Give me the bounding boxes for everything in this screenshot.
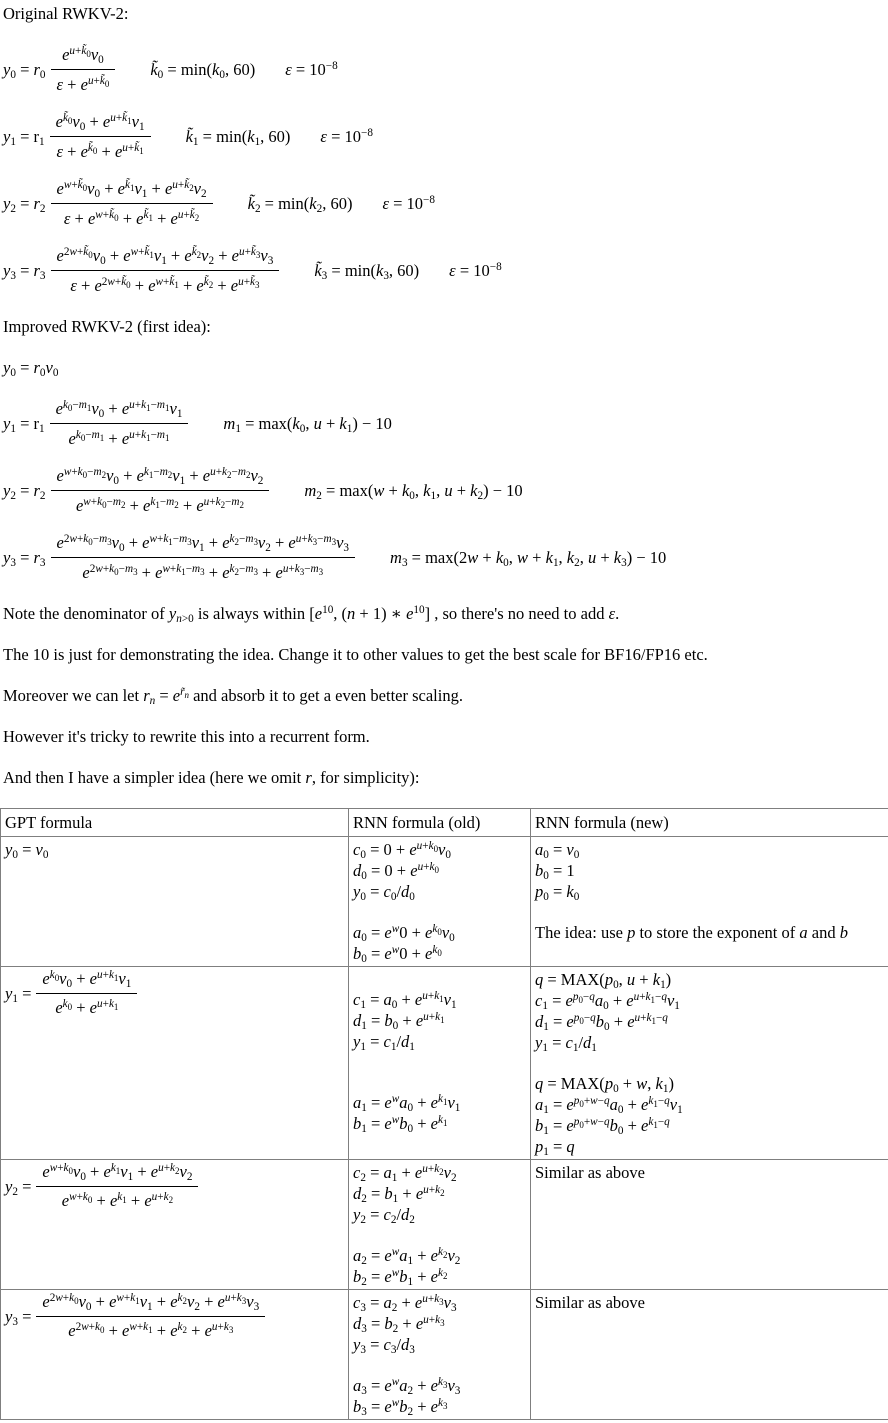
formula-line: $c_0 = 0 + e^{u+k_0}v_0$ (353, 840, 451, 862)
formula-line: $p_1 = q$ (535, 1137, 575, 1159)
formula-line: $a_0 = e^w0 + e^{k_0}v_0$ (353, 923, 455, 945)
equation-condition: $m_1 = \max(k_0$, $u + k_1) - 10$ (223, 414, 392, 436)
fraction (51, 532, 355, 583)
blank-line (353, 1225, 526, 1245)
equation (3, 178, 888, 229)
rnn-new-cell (531, 837, 888, 967)
text-line: The idea: use p to store the exponent of a and b (535, 923, 848, 942)
table-header-row (1, 809, 888, 837)
blank-line (353, 969, 526, 989)
equation-condition: $\varepsilon = 10^{-8}$ (285, 60, 338, 79)
formula-line: $d_2 = b_1 + e^{u+k_2}$ (353, 1184, 445, 1206)
blank-line (535, 1053, 884, 1073)
rnn-new-cell (531, 1290, 888, 1420)
blank-line (353, 902, 526, 922)
equation-lhs: $y_3 = r_3$ (3, 548, 46, 570)
formula-line: $d_3 = b_2 + e^{u+k_3}$ (353, 1314, 445, 1336)
table-row (1, 1160, 888, 1290)
table-header-cell: GPT formula (1, 809, 349, 837)
fraction-denominator: $\varepsilon + e^{k̃_0} + e^{u+k̃_1}$ (50, 136, 151, 162)
fraction-numerator: $e^{k̃_0}v_0 + e^{u+k̃_1}v_1$ (55, 112, 145, 134)
formula-line: $y_0 = v_0$ (5, 840, 49, 862)
formula-line: $c_1 = a_0 + e^{u+k_1}v_1$ (353, 990, 457, 1012)
fraction-denominator: $e^{2w+k_0} + e^{w+k_1} + e^{k_2} + e^{u+k_3}$ (36, 1316, 265, 1341)
formula-line: Similar as above (535, 1163, 645, 1182)
fraction-denominator: $\varepsilon + e^{u+k̃_0}$ (51, 69, 116, 95)
formula-table (0, 808, 888, 1420)
rnn-old-cell (349, 1290, 531, 1420)
equation-lhs: $y_1$ = (5, 983, 32, 1005)
table-row (1, 967, 888, 1160)
equation (3, 398, 888, 449)
paragraph: Note the denominator of $y_{n>0}$ is always within [$e^{10}$, (n + 1) ∗ $e^{10}$] , so there's no need to add ε. (3, 604, 620, 626)
equation-condition: $k̃_0 = \min(k_0$, 60) (150, 60, 256, 82)
equation-lhs: $y_1 = r_1$ (3, 414, 45, 436)
rnn-old-cell (349, 967, 531, 1160)
equation (3, 245, 888, 296)
fraction-numerator: $e^{w+k̃_0}v_0 + e^{k̃_1}v_1 + e^{u+k̃_2}v_2$ (56, 179, 207, 201)
equation-condition: $k̃_1 = \min(k_1$, 60) (185, 127, 291, 149)
equation (5, 1162, 344, 1211)
fraction (51, 44, 116, 95)
formula-line: $y_1 = c_1/d_1$ (353, 1032, 415, 1054)
fraction (36, 1162, 198, 1211)
equation (3, 111, 888, 162)
fraction-numerator: $e^{k_0-m_1}v_0 + e^{u+k_1-m_1}v_1$ (55, 399, 183, 421)
fraction (50, 398, 189, 449)
formula-line: $d_0 = 0 + e^{u+k_0}$ (353, 861, 439, 883)
fraction (36, 1292, 265, 1341)
formula-line: $a_0 = v_0$ (535, 840, 580, 862)
fraction-denominator: $e^{w+k_0-m_2} + e^{k_1-m_2} + e^{u+k_2-m_2}$ (51, 490, 270, 516)
fraction-numerator: $e^{w+k_0}v_0 + e^{k_1}v_1 + e^{u+k_2}v_2$ (42, 1162, 193, 1184)
fraction-numerator: $e^{w+k_0-m_2}v_0 + e^{k_1-m_2}v_1 + e^{u+k_2-m_2}v_2$ (56, 466, 264, 488)
fraction (50, 111, 151, 162)
fraction (51, 178, 213, 229)
paragraph: However it's tricky to rewrite this into a recurrent form. (3, 727, 370, 746)
formula-line: $b_3 = e^wb_2 + e^{k_3}$ (353, 1397, 448, 1419)
equation-lhs: $y_3$ = (5, 1306, 32, 1328)
equation-lhs: $y_1 = r_1$ (3, 127, 45, 149)
formula-line: $y_2 = c_2/d_2$ (353, 1205, 415, 1227)
equation (3, 465, 888, 516)
blank-line (535, 902, 884, 922)
equation-condition: $\varepsilon = 10^{-8}$ (382, 194, 435, 213)
equation (3, 532, 888, 583)
fraction-numerator: $e^{k_0}v_0 + e^{u+k_1}v_1$ (42, 969, 132, 991)
formula-line: $a_1 = e^wa_0 + e^{k_1}v_1$ (353, 1093, 461, 1115)
equation (5, 969, 344, 1018)
formula-line: $a_2 = e^wa_1 + e^{k_2}v_2$ (353, 1246, 461, 1268)
formula-line: $d_1 = b_0 + e^{u+k_1}$ (353, 1011, 445, 1033)
equation-condition: $m_3 = \max(2w + k_0$, $w + k_1$, $k_2$, $u + k_3) - 10$ (390, 548, 667, 570)
equation-lhs: $y_0 = r_0$ (3, 60, 46, 82)
table-row (1, 1290, 888, 1420)
fraction-numerator: $e^{2w+k_0}v_0 + e^{w+k_1}v_1 + e^{k_2}v_2 + e^{u+k_3}v_3$ (42, 1292, 260, 1314)
table-row (1, 837, 888, 967)
rnn-old-cell (349, 1160, 531, 1290)
fraction-denominator: $e^{k_0-m_1} + e^{u+k_1-m_1}$ (50, 423, 189, 449)
formula-line: $b_0 = 1$ (535, 861, 575, 883)
fraction (36, 969, 137, 1018)
formula-line: $a_1 = e^{p_0+w-q}a_0 + e^{k_1-q}v_1$ (535, 1095, 683, 1117)
formula-line: $b_2 = e^wb_1 + e^{k_2}$ (353, 1267, 448, 1289)
gpt-formula-cell (1, 1290, 349, 1420)
blank-line (353, 1072, 526, 1092)
formula-line: $p_0 = k_0$ (535, 882, 580, 904)
fraction-numerator: $e^{u+k̃_0}v_0$ (62, 45, 104, 67)
formula-line: $b_1 = e^wb_0 + e^{k_1}$ (353, 1114, 448, 1136)
equation-lhs: $y_2 = r_2$ (3, 194, 46, 216)
formula-line: $c_3 = a_2 + e^{u+k_3}v_3$ (353, 1293, 457, 1315)
formula-line: $a_3 = e^wa_2 + e^{k_3}v_3$ (353, 1376, 461, 1398)
paragraph: Original RWKV-2: (3, 4, 129, 23)
table-header-cell: RNN formula (old) (349, 809, 531, 837)
table-header-cell: RNN formula (new) (531, 809, 888, 837)
equation-condition: $\varepsilon = 10^{-8}$ (320, 127, 373, 146)
formula-line: $q = MAX(p_0$, $u + k_1$) (535, 970, 672, 992)
gpt-formula-cell (1, 967, 349, 1160)
fraction (51, 245, 280, 296)
equation-condition: $\varepsilon = 10^{-8}$ (449, 261, 502, 280)
formula-line: $b_0 = e^w0 + e^{k_0}$ (353, 944, 442, 966)
paragraph: Moreover we can let $r_n = e^{r̃_n}$ and absorb it to get a even better scaling. (3, 686, 463, 708)
formula-line: $y_0 = c_0/d_0$ (353, 882, 415, 904)
rnn-old-cell (349, 837, 531, 967)
fraction-denominator: $\varepsilon + e^{2w+k̃_0} + e^{w+k̃_1} + e^{k̃_2} + e^{u+k̃_3}$ (51, 270, 280, 296)
gpt-formula-cell (1, 837, 349, 967)
fraction (51, 465, 270, 516)
rnn-new-cell (531, 1160, 888, 1290)
fraction-denominator: $e^{2w+k_0-m_3} + e^{w+k_1-m_3} + e^{k_2-m_3} + e^{u+k_3-m_3}$ (51, 557, 355, 583)
paragraph: Improved RWKV-2 (first idea): (3, 317, 211, 336)
fraction-denominator: $e^{k_0} + e^{u+k_1}$ (36, 993, 137, 1018)
formula-line: $b_1 = e^{p_0+w-q}b_0 + e^{k_1-q}$ (535, 1116, 670, 1138)
formula-line: $d_1 = e^{p_0-q}b_0 + e^{u+k_1-q}$ (535, 1012, 668, 1034)
rnn-new-cell (531, 967, 888, 1160)
equation-condition: $k̃_2 = \min(k_2$, 60) (247, 194, 353, 216)
equation (3, 44, 888, 95)
formula-line: $c_2 = a_1 + e^{u+k_2}v_2$ (353, 1163, 457, 1185)
math-line: $y_0 = r_0v_0$ (3, 358, 59, 380)
formula-line: $y_1 = c_1/d_1$ (535, 1033, 597, 1055)
equation-lhs: $y_2$ = (5, 1176, 32, 1198)
formula-line: $q = MAX(p_0 + w$, $k_1$) (535, 1074, 674, 1096)
blank-line (353, 1355, 526, 1375)
fraction-numerator: $e^{2w+k_0-m_3}v_0 + e^{w+k_1-m_3}v_1 + e^{k_2-m_3}v_2 + e^{u+k_3-m_3}v_3$ (56, 533, 350, 555)
formula-line: $y_3 = c_3/d_3$ (353, 1335, 415, 1357)
paragraph: And then I have a simpler idea (here we omit r, for simplicity): (3, 768, 420, 787)
equation-lhs: $y_3 = r_3$ (3, 261, 46, 283)
fraction-numerator: $e^{2w+k̃_0}v_0 + e^{w+k̃_1}v_1 + e^{k̃_2}v_2 + e^{u+k̃_3}v_3$ (56, 246, 274, 268)
equation-condition: $k̃_3 = \min(k_3$, 60) (314, 261, 420, 283)
formula-line: $c_1 = e^{p_0-q}a_0 + e^{u+k_1-q}v_1$ (535, 991, 680, 1013)
gpt-formula-cell (1, 1160, 349, 1290)
paragraph: The 10 is just for demonstrating the idea. Change it to other values to get the best scale for BF16/FP16 etc. (3, 645, 708, 664)
fraction-denominator: $e^{w+k_0} + e^{k_1} + e^{u+k_2}$ (36, 1186, 198, 1211)
equation-condition: $m_2 = \max(w + k_0$, $k_1$, $u + k_2) - 10$ (304, 481, 523, 503)
fraction-denominator: $\varepsilon + e^{w+k̃_0} + e^{k̃_1} + e^{u+k̃_2}$ (51, 203, 213, 229)
formula-line: Similar as above (535, 1293, 645, 1312)
equation (5, 1292, 344, 1341)
blank-line (353, 1052, 526, 1072)
equation-lhs: $y_2 = r_2$ (3, 481, 46, 503)
